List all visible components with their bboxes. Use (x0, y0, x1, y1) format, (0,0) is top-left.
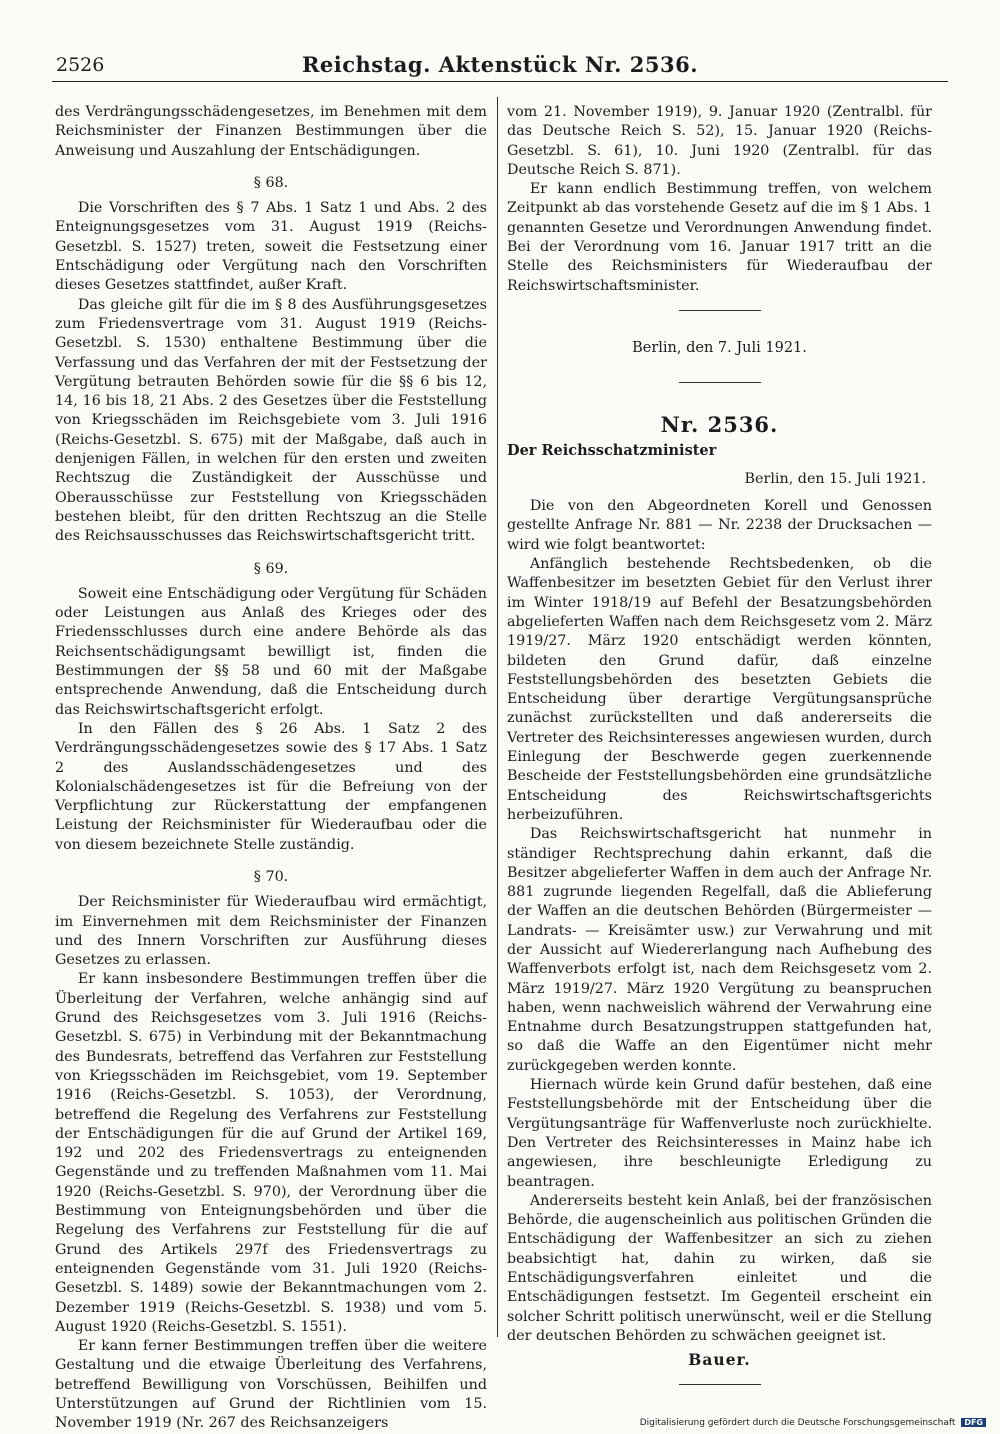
document-number-title: Nr. 2536. (660, 412, 779, 438)
paragraph: Er kann insbesondere Bestimmungen treffen über die Überleitung der Verfahren, welche anhängig sind auf Grund des Reichsgesetzes vom 3. Juli 1916 (Reichs-Gesetzbl. S. 675) in Verbindung mit der Bekanntmachung des Bundesrats, betreffend das Verfahren zur Feststellung von Kriegsschäden im Reichsgebiet, vom 19. September 1916 (Reichs-Gesetzbl. S. 1053), der Verordnung, betreffend die Regelung des Verfahrens zur Feststellung der Entschädigungen für die auf Grund der Artikel 169, 192 und 202 des Friedensvertrags zu enteignenden Gegenstände und zu treffenden Maßnahmen vom 11. Mai 1920 (Reichs-Gesetzbl. S. 970), der Verordnung über die Bestimmung von Enteignungsbehörden und über die Regelung des Verfahrens zur Feststellung für die auf Grund des Artikels 297f des Friedensvertrags zu enteignenden Gegenstände vom 31. Juli 1920 (Reichs-Gesetzbl. S. 1489) sowie der Bekanntmachungen vom 2. Dezember 1919 (Reichs-Gesetzbl. S. 1938) und vom 5. August 1920 (Reichs-Gesetzbl. S. 1551). (55, 971, 487, 1335)
paragraph: Das Reichswirtschaftsgericht hat nunmehr in ständiger Rechtsprechung dahin erkannt, daß die Besitzer abgelieferter Waffen in dem auch der Anfrage Nr. 881 zugrunde liegenden Regelfall, daß die Ablieferung der Waffen an die deutschen Behörden (Bürgermeister — Landrats- — Kreisämter usw.) zur Verwahrung und mit der Aussicht auf Wiedererlangung nach Aufhebung des Waffenverbots erfolgt ist, nach dem Reichsgesetz vom 2. März 1919/27. März 1920 Vergütung zu beanspruchen haben, wenn nachweislich während der Verwahrung eine Entnahme durch Besatzungstruppen stattgefunden hat, so daß die Waffe an den Eigentümer nicht mehr zurückgegeben werden konnte. (507, 826, 932, 1074)
section-heading-69: § 69. (253, 560, 289, 577)
paragraph-continued: des Verdrängungsschädengesetzes, im Benehmen mit dem Reichsminister der Finanzen Bestimmungen über die Anweisung und Auszahlung der Entschädigungen. (55, 104, 487, 159)
column-divider (497, 97, 498, 1337)
paragraph: Die Vorschriften des § 7 Abs. 1 Satz 1 und Abs. 2 des Enteignungsgesetzes vom 31. August 1919 (Reichs-Gesetzbl. S. 1527) treten, soweit die Festsetzung einer Entschädigung oder Vergütung nach den Vorschriften dieses Gesetzes stattfindet, außer Kraft. (55, 200, 487, 294)
paragraph: Das gleiche gilt für die im § 8 des Ausführungsgesetzes zum Friedensvertrage vom 31. August 1919 (Reichs-Gesetzbl. S. 1530) enthaltene Bestimmung über die Verfassung und das Verfahren der mit der Festsetzung der Vergütung betrauten Behörden sowie für die §§ 6 bis 12, 14, 16 bis 18, 21 Abs. 2 des Gesetzes über die Feststellung von Kriegsschäden im Reichsgebiete vom 3. Juli 1916 (Reichs-Gesetzbl. S. 675) mit der Maßgabe, daß auch in denjenigen Fällen, in welchen für den ersten und zweiten Rechtszug die Zuständigkeit der Ausschüsse und Oberausschüsse zur Feststellung von Kriegsschäden bestehen bleibt, für den dritten Rechtszug an die Stelle des Reichsausschusses das Reichswirtschaftsgericht tritt. (55, 296, 487, 545)
page-number: 2526 (56, 54, 105, 76)
dateline: Berlin, den 7. Juli 1921. (632, 339, 807, 356)
paragraph: Soweit eine Entschädigung oder Vergütung für Schäden oder Leistungen aus Anlaß des Krieges oder des Friedensschlusses durch eine andere Behörde als das Reichsentschädigungsamt bewilligt ist, finden die Bestimmungen der §§ 58 und 60 mit der Maßgabe entsprechende Anwendung, daß die Entscheidung durch das Reichswirtschaftsgericht erfolgt. (55, 585, 487, 718)
paragraph: In den Fällen des § 26 Abs. 1 Satz 2 des Verdrängungsschädengesetzes sowie des § 17 Abs. 1 Satz 2 des Auslandsschädengesetzes und des Kolonialschädengesetzes ist für die Befreiung von der Verpflichtung zur Rückerstattung der empfangenen Leistung der Reichsminister für Wiederaufbau oder die von diesem bezeichnete Stelle zuständig. (55, 720, 487, 853)
header-rule (52, 81, 948, 82)
paragraph: Die von den Abgeordneten Korell und Genossen gestellte Anfrage Nr. 881 — Nr. 2238 der Drucksachen — wird wie folgt beantwortet: (507, 498, 932, 553)
sender-heading: Der Reichsschatzminister (507, 441, 717, 459)
dfg-logo: DFG (961, 1418, 986, 1427)
signature: Bauer. (688, 1350, 751, 1370)
divider-rule (679, 382, 761, 383)
paragraph: Anfänglich bestehende Rechtsbedenken, ob die Waffenbesitzer im besetzten Gebiet für den Verlust ihrer im Winter 1918/19 auf Befehl der Besatzungsbehörden abgelieferten Waffen nach dem Reichsgesetz vom 2. März 1919/27. März 1920 entschädigt werden könnten, bildeten den Grund dafür, daß einzelne Feststellungsbehörden des besetzten Gebiets die Entscheidung über derartige Vergütungsansprüche zunächst zurückstellten und daß andererseits die Vertreter des Reichsinteresses angewiesen wurden, durch Einlegung der Beschwerde gegen zuerkennende Bescheide der Feststellungsbehörden eine grundsätzliche Entscheidung des Reichswirtschaftsgerichts herbeizuführen. (507, 556, 932, 823)
divider-rule (679, 310, 761, 311)
left-column (55, 103, 487, 1434)
dateline: Berlin, den 15. Juli 1921. (744, 470, 926, 487)
digitization-credit (640, 1418, 986, 1428)
credit-text: Digitalisierung gefördert durch die Deutsche Forschungsgemeinschaft (639, 1418, 956, 1428)
page-header (52, 50, 948, 84)
running-title: Reichstag. Aktenstück Nr. 2536. (301, 52, 699, 77)
section-heading-70: § 70. (253, 868, 289, 885)
paragraph: Er kann ferner Bestimmungen treffen über die weitere Gestaltung und die etwaige Überleitung des Verfahrens, betreffend Bewilligung von Vorschüssen, Beihilfen und Unterstützungen auf Grund der Richtlinien vom 15. November 1919 (Nr. 267 des Reichsanzeigers (55, 1338, 487, 1432)
paragraph-continued: vom 21. November 1919), 9. Januar 1920 (Zentralbl. für das Deutsche Reich S. 52), 15. Januar 1920 (Reichs-Gesetzbl. S. 61), 10. Juni 1920 (Zentralbl. für das Deutsche Reich S. 871). (507, 104, 932, 178)
paragraph: Andererseits besteht kein Anlaß, bei der französischen Behörde, die augenscheinlich aus politischen Gründen die Entschädigung der Waffenbesitzer an sich zu ziehen beabsichtigt hat, dahin zu wirken, daß sie Entschädigungsverfahren einleitet und die Entschädigungen festsetzt. Im Gegenteil erscheint ein solcher Schritt politisch unerwünscht, weil er die Stellung der deutschen Behörden zu schwächen geeignet ist. (507, 1192, 932, 1344)
paragraph: Der Reichsminister für Wiederaufbau wird ermächtigt, im Einvernehmen mit dem Reichsminister der Finanzen und des Innern Vorschriften zur Ausführung dieses Gesetzes zu erlassen. (55, 894, 487, 969)
divider-rule (679, 1384, 761, 1385)
section-heading-68: § 68. (253, 174, 289, 191)
paragraph: Er kann endlich Bestimmung treffen, von welchem Zeitpunkt ab das vorstehende Gesetz auf die im § 1 Abs. 1 genannten Gesetze und Verordnungen Anwendung findet. Bei der Verordnung vom 16. Januar 1917 tritt an die Stelle des Reichsministers für Wiederaufbau der Reichswirtschaftsminister. (507, 181, 932, 294)
paragraph: Hiernach würde kein Grund dafür bestehen, daß eine Feststellungsbehörde mit der Entscheidung über die Vergütungsanträge für Waffenverluste noch zurückhielte. Den Vertreter des Reichsinteresses in Mainz habe ich angewiesen, ihre beschleunigte Erledigung zu beantragen. (507, 1077, 932, 1190)
right-column (507, 103, 932, 1399)
